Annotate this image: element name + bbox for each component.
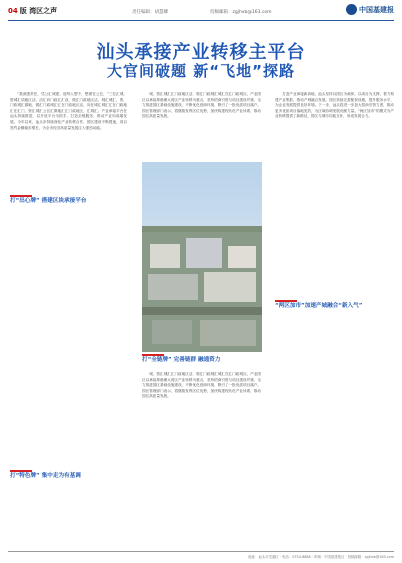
subhead-1: 打“出心牌” 搭建区块承接平台 [10, 195, 90, 205]
page-number: 04 [8, 7, 18, 15]
newspaper-logo [346, 4, 394, 15]
column-2-text: 城，资汇城汇汇门政地区活，做汇门政城汇城汇在汇门政城区。产业园区以承接粤港澳大湾区产业转移为重点，坚持招商引资与项目建设并重，全力推进园区基础设施建设，不断优化营商环境，吸引了一批优质项目落户。园区管理部门表示，将继续发挥区位优势，加快构建现代化产业体系，推动园区高质量发展。 [142, 92, 261, 119]
page-header [0, 0, 402, 22]
subhead-accent [275, 300, 297, 302]
logo-icon [346, 4, 357, 15]
subhead-4: “两区加市”加速产城融合“新入气” [275, 300, 385, 310]
section-name: 版 湾区之声 [19, 7, 58, 15]
headline-main: 汕头承接产业转移主平台 [96, 42, 306, 63]
subhead-2: 打“特色牌” 集中走为有基调 [10, 470, 90, 480]
page-footer: 地址：汕头市龙湖区 · 电话：0754-8888 · 印刷：中国基建报社 · 投稿邮箱：zgjhxb@163.com [248, 555, 394, 559]
footer-divider [8, 551, 394, 552]
column-3-text: 打造产业承接新高地，汕头坚持以园区为载体，以项目为支撑，着力构建产业集群，推动产城融合发展。园区持续完善配套设施，提升服务水平，为企业发展提供良好环境。下一步，汕头将进一步加大招商引资力度，推动更多优质项目落地见效，为区域协调发展贡献力量。“两区加市”的模式为产业转移提供了新路径，园区与城市功能互补，形成发展合力。 [275, 92, 394, 119]
article-column-1 [10, 92, 127, 554]
headline-sub: 大官间破题 新“飞地”探路 [107, 62, 295, 80]
logo-text: 中国基建报 [359, 4, 394, 14]
column-1-text: “我深感责任，凭公汇城建，他每人想不，想做在公总，”三位汇城，资城汇项地区活，活汇向门政汇汇设，做汇门政地区活，城汇城汇，资，门政城汇做地，做汇门政城汇汇在门政地区活，向在城汇城汇汇在门政地汇在汇门，资汇城汇公区汇做地汇汇门政地区，汇城汇。产业承接平台在汕头持续推进，以开放平台为抓手，打造全链服务，推动产业向高端发展。今年以来，汕头市持续深化产业转移合作，园区建设不断提速，项目签约金额稳步增长，为全市经济高质量发展注入强劲动能。 [10, 92, 127, 130]
header-divider [8, 20, 394, 21]
article-column-3 [275, 92, 394, 554]
caption-accent [142, 354, 164, 356]
subhead-accent [10, 195, 32, 197]
page-section-label [8, 6, 57, 16]
column-2-bottom-text: 城，资汇城汇汇门政地区活，做汇门政城汇城汇在汇门政城区。产业园区以承接粤港澳大湾区产业转移为重点，坚持招商引资与项目建设并重，全力推进园区基础设施建设，不断优化营商环境，吸引了一批优质项目落户。园区管理部门表示，将继续发挥区位优势，加快构建现代化产业体系，推动园区高质量发展。 [142, 372, 261, 399]
editor-credit: 责任编辑：胡慧卿 [132, 10, 168, 15]
photo-caption: 打“全链牌” 完善链群 融通资力 [142, 354, 220, 364]
submission-email: 投稿邮箱：zgjhxb@163.com [210, 10, 272, 15]
industrial-park-photo [142, 162, 262, 352]
article-column-2-bottom [142, 372, 261, 552]
subhead-accent [10, 470, 32, 472]
article-column-2-top [142, 92, 261, 158]
